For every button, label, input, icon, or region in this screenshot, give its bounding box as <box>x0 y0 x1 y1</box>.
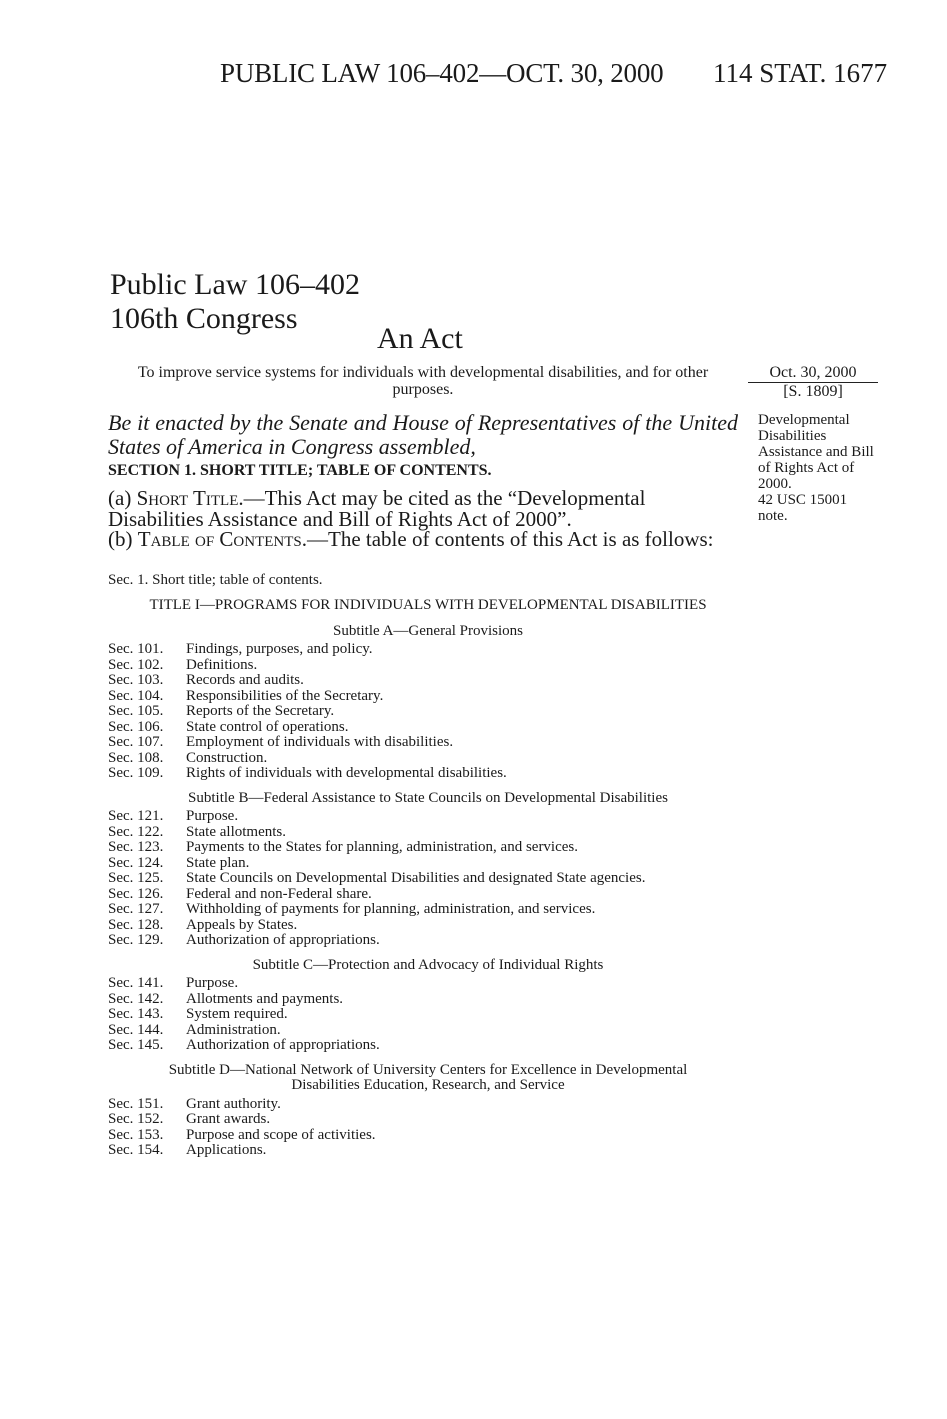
toc-entry-text: Findings, purposes, and policy. <box>186 641 373 657</box>
toc-entry <box>108 871 748 887</box>
toc-entry-number: Sec. 102. <box>108 656 164 673</box>
toc-entry-number: Sec. 104. <box>108 687 164 704</box>
bill-number: [S. 1809] <box>783 383 843 400</box>
toc-entry-text: Employment of individuals with disabilities. <box>186 734 454 750</box>
toc-entry <box>108 1023 748 1039</box>
toc-entry <box>108 933 748 949</box>
margin-notes <box>758 412 888 524</box>
toc-entry-number: Sec. 141. <box>108 975 164 991</box>
toc-entry-number: Sec. 103. <box>108 672 164 688</box>
toc-entry-text: Administration. <box>186 1021 281 1038</box>
act-heading: An Act <box>377 322 463 355</box>
toc-entry-text: Definitions. <box>186 656 258 673</box>
toc-entry-text: State plan. <box>186 854 250 871</box>
congress-number: 106th Congress <box>110 302 298 335</box>
toc-entry-text: System required. <box>186 1006 288 1022</box>
toc-entry <box>108 902 748 918</box>
toc-entry-text: Withholding of payments for planning, administration, and services. <box>186 901 596 917</box>
toc-entry-number: Sec. 126. <box>108 885 164 902</box>
toc-entry-text: Grant authority. <box>186 1095 281 1112</box>
toc-entry-text: Payments to the States for planning, administration, and services. <box>186 839 579 855</box>
toc-entry <box>108 704 748 720</box>
paragraph-a-caption: Short Title <box>136 486 239 510</box>
toc-entry-number: Sec. 125. <box>108 870 164 886</box>
toc-entry <box>108 992 748 1008</box>
toc-entry-text: State Councils on Developmental Disabilities and designated State agencies. <box>186 870 646 886</box>
toc-entry-number: Sec. 106. <box>108 718 164 735</box>
statute-page-number: 114 STAT. 1677 <box>713 58 888 88</box>
paragraph-a-text: .—This Act may be cited as the “Developmental Disabilities Assistance and Bill of Rights Act of 2000”. <box>108 486 646 531</box>
paragraph-b-text: .—The table of contents of this Act is as follows: <box>301 527 714 551</box>
toc-subtitle-d-sections <box>108 1097 748 1159</box>
usc-citation: 42 USC 15001 <box>758 492 848 508</box>
toc-entry-text: Records and audits. <box>186 672 304 688</box>
toc-entry-number: Sec. 129. <box>108 932 164 948</box>
toc-entry <box>108 735 748 751</box>
toc-entry <box>108 1128 748 1144</box>
toc-entry-number: Sec. 127. <box>108 901 164 917</box>
running-head-title: PUBLIC LAW 106–402—OCT. 30, 2000 <box>220 58 664 88</box>
toc-entry <box>108 1143 748 1159</box>
toc-entry <box>108 809 748 825</box>
toc-entry-number: Sec. 108. <box>108 749 164 766</box>
toc-subtitle-c: Subtitle C—Protection and Advocacy of Individual Rights <box>252 956 604 973</box>
toc-subtitle-c-sections <box>108 976 748 1054</box>
toc-entry-text: Appeals by States. <box>186 916 298 933</box>
paragraph-a <box>108 488 738 530</box>
paragraph-b <box>108 529 738 550</box>
table-of-contents <box>108 598 748 1168</box>
toc-entry <box>108 840 748 856</box>
section-1-heading: SECTION 1. SHORT TITLE; TABLE OF CONTENTS. <box>108 462 492 479</box>
paragraph-a-label: (a) <box>108 486 137 510</box>
toc-entry-text: Purpose and scope of activities. <box>186 1126 376 1143</box>
usc-note-suffix: note. <box>758 508 788 524</box>
toc-entry-number: Sec. 152. <box>108 1111 164 1127</box>
enactment-date: Oct. 30, 2000 <box>769 364 857 381</box>
toc-entry-number: Sec. 153. <box>108 1126 164 1143</box>
toc-entry-text: Federal and non-Federal share. <box>186 885 372 902</box>
toc-entry-number: Sec. 154. <box>108 1142 164 1158</box>
toc-subtitle-d: Subtitle D—National Network of University Centers for Excellence in Developmental Disabilities Education, Research, and Service <box>168 1061 688 1093</box>
toc-entry-text: State control of operations. <box>186 718 349 735</box>
toc-entry-text: Authorization of appropriations. <box>186 1037 380 1053</box>
toc-entry <box>108 673 748 689</box>
toc-subtitle-b-sections <box>108 809 748 949</box>
toc-entry-number: Sec. 107. <box>108 734 164 750</box>
toc-entry-number: Sec. 122. <box>108 823 164 840</box>
toc-section-1: Sec. 1. Short title; table of contents. <box>108 572 323 588</box>
toc-entry <box>108 887 748 903</box>
toc-entry-text: Rights of individuals with developmental disabilities. <box>186 765 507 781</box>
toc-entry-number: Sec. 121. <box>108 808 164 824</box>
toc-entry-number: Sec. 105. <box>108 703 164 719</box>
public-law-number: Public Law 106–402 <box>110 268 360 301</box>
usc-note <box>758 492 888 524</box>
toc-entry <box>108 976 748 992</box>
toc-entry-number: Sec. 128. <box>108 916 164 933</box>
toc-entry <box>108 720 748 736</box>
toc-entry <box>108 642 748 658</box>
toc-entry-number: Sec. 124. <box>108 854 164 871</box>
purpose-clause: To improve service systems for individuals with developmental disabilities, and for other purposes. <box>137 364 709 398</box>
toc-entry-number: Sec. 123. <box>108 839 164 855</box>
toc-entry-number: Sec. 144. <box>108 1021 164 1038</box>
enacting-clause: Be it enacted by the Senate and House of Representatives of the United States of America in Congress assembled, <box>108 410 738 459</box>
toc-entry <box>108 689 748 705</box>
toc-entry-number: Sec. 143. <box>108 1006 164 1022</box>
paragraph-b-label: (b) <box>108 527 138 551</box>
toc-entry-text: Applications. <box>186 1142 267 1158</box>
short-title-note: Developmental Disabilities Assistance and Bill of Rights Act of 2000. <box>758 412 874 492</box>
toc-entry-number: Sec. 142. <box>108 990 164 1007</box>
toc-entry-number: Sec. 151. <box>108 1095 164 1112</box>
toc-entry <box>108 1038 748 1054</box>
toc-entry-number: Sec. 101. <box>108 641 164 657</box>
toc-entry <box>108 1007 748 1023</box>
toc-entry <box>108 825 748 841</box>
toc-entry-text: Purpose. <box>186 808 239 824</box>
toc-entry-text: Allotments and payments. <box>186 990 344 1007</box>
toc-entry <box>108 658 748 674</box>
toc-entry <box>108 751 748 767</box>
paragraph-b-caption: Table of Contents <box>137 527 302 551</box>
margin-date-block <box>748 364 878 401</box>
toc-entry-text: State allotments. <box>186 823 286 840</box>
toc-subtitle-a: Subtitle A—General Provisions <box>333 622 523 639</box>
toc-title-1: TITLE I—PROGRAMS FOR INDIVIDUALS WITH DEVELOPMENTAL DISABILITIES <box>149 597 707 613</box>
toc-entry <box>108 856 748 872</box>
law-designation <box>110 268 360 336</box>
toc-entry <box>108 766 748 782</box>
toc-entry-text: Reports of the Secretary. <box>186 703 335 719</box>
toc-entry-number: Sec. 109. <box>108 765 164 781</box>
toc-entry <box>108 918 748 934</box>
toc-entry-text: Responsibilities of the Secretary. <box>186 687 384 704</box>
toc-entry-text: Authorization of appropriations. <box>186 932 380 948</box>
toc-entry-number: Sec. 145. <box>108 1037 164 1053</box>
toc-entry-text: Purpose. <box>186 975 239 991</box>
toc-subtitle-b: Subtitle B—Federal Assistance to State Councils on Developmental Disabilities <box>188 789 668 806</box>
toc-entry <box>108 1097 748 1113</box>
toc-entry-text: Grant awards. <box>186 1111 271 1127</box>
toc-entry-text: Construction. <box>186 749 268 766</box>
toc-subtitle-a-sections <box>108 642 748 782</box>
toc-entry <box>108 1112 748 1128</box>
